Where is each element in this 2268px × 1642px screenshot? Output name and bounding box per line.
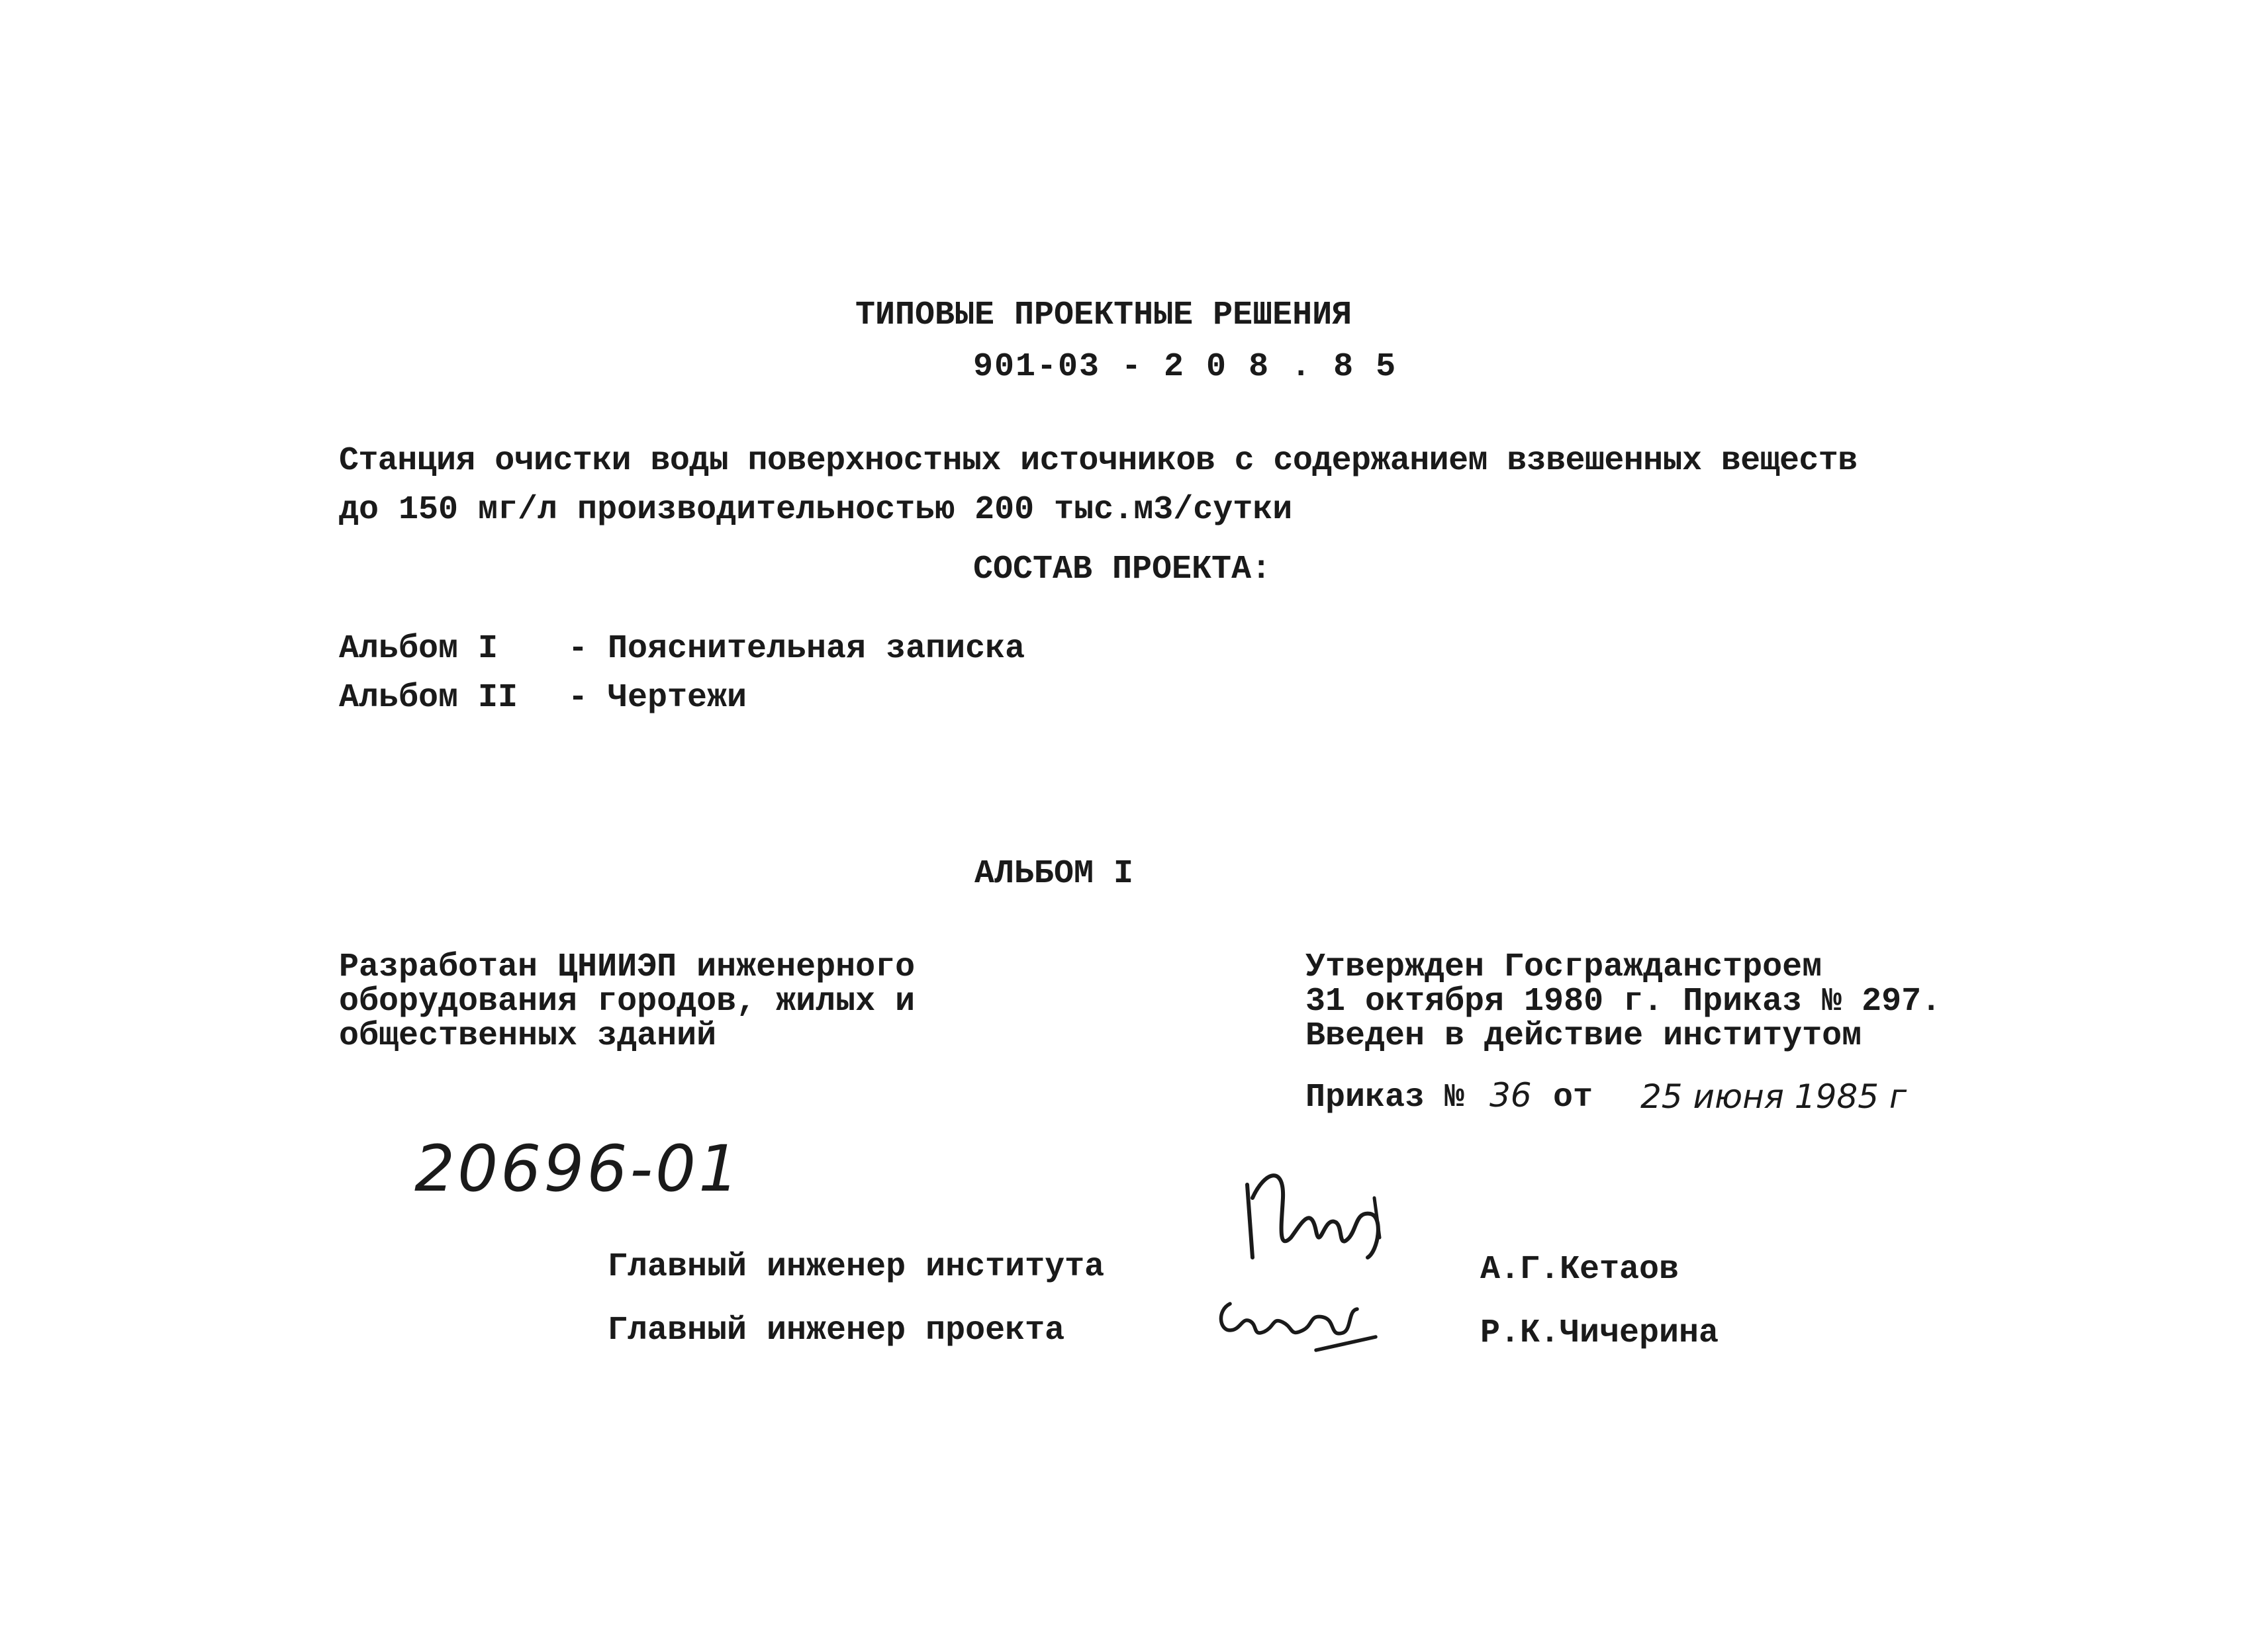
doc-code: 901-03 - 2 0 8 . 8 5 [973,348,1397,386]
signature-chicherina [1210,1291,1382,1363]
order-number: 36 [1489,1076,1532,1115]
composition-heading: СОСТАВ ПРОЕКТА: [973,551,1272,588]
approval-line: Утвержден Госгражданстроем [1305,948,1822,986]
order-from: от [1553,1079,1593,1117]
doc-title: ТИПОВЫЕ ПРОЕКТНЫЕ РЕШЕНИЯ [855,296,1352,334]
approval-line: 31 октября 1980 г. Приказ № 297. [1305,983,1942,1021]
signature-name-1: А.Г.Кетаов [1480,1251,1679,1289]
album-2-dash: - [568,679,589,717]
signature-name-2: Р.К.Чичерина [1480,1314,1719,1352]
inventory-number: 20696-01 [414,1132,742,1206]
signature-role-2: Главный инженер проекта [608,1312,1065,1349]
developer-line: общественных зданий [339,1017,717,1055]
developer-line: оборудования городов, жилых и [339,983,916,1021]
album-1-dash: - [568,630,589,668]
approval-line: Введен в действие институтом [1305,1017,1862,1055]
order-date: 25 июня 1985 г [1640,1077,1907,1116]
description-line-2: до 150 мг/л производительностью 200 тыс.м3/сутки [339,491,1293,529]
approval-block [1305,950,1941,1054]
album-1-desc: Пояснительная записка [608,630,1025,668]
album-heading: АЛЬБОМ I [974,855,1134,893]
signature-ketaov [1238,1158,1410,1277]
developer-block [339,950,915,1054]
signature-role-1: Главный инженер института [608,1248,1105,1286]
description-line-1: Станция очистки воды поверхностных источников с содержанием взвешенных веществ [339,442,1858,480]
order-prefix: Приказ № [1305,1079,1465,1117]
album-2-name: Альбом II [339,679,518,717]
album-1-name: Альбом I [339,630,498,668]
developer-line: Разработан ЦНИИЭП инженерного [339,948,916,986]
album-2-desc: Чертежи [608,679,747,717]
